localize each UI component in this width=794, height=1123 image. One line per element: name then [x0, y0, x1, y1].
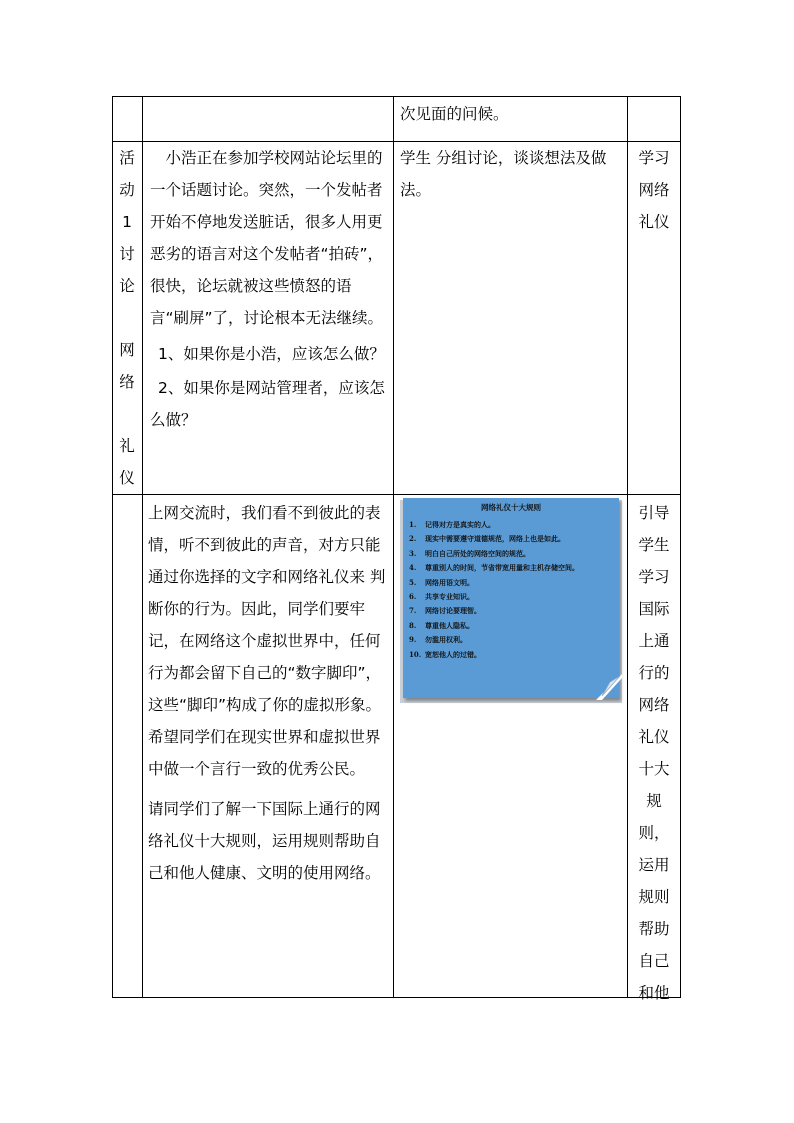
vertical-text-char — [113, 398, 141, 430]
row2-col4-goal — [633, 142, 675, 238]
question-1: 1、如果你是小浩，应该怎么做？ — [158, 345, 385, 363]
rule-text: 记得对方是真实的人。 — [425, 520, 495, 529]
vertical-text-char: 论 — [119, 277, 135, 295]
table-column-divider — [393, 96, 394, 998]
rule-text: 网络用语文明。 — [425, 577, 474, 587]
vertical-text-char: 规 — [646, 792, 662, 810]
vertical-text-char: 礼仪 — [638, 213, 670, 231]
rule-number: 6. — [409, 592, 417, 602]
rule-item — [409, 532, 615, 546]
row2-col2-scenario — [150, 142, 390, 436]
rules-card — [403, 498, 619, 698]
rule-text: 尊重他人隐私。 — [425, 620, 474, 630]
table-bottom-border — [112, 997, 681, 998]
netiquette-paragraph: 上网交流时，我们看不到彼此的表情，听不到彼此的声音，对方只能通过你选择的文字和网络礼仪来 判断你的行为。因此，同学们要牢记，在网络这个虚拟世界中，任何行为都会留下自己的“数字脚印”，这些“脚印”构成了你的虚拟形象。希望同学们在现实世界和虚拟世界中做一个言行一致的优秀公民。 — [148, 504, 386, 778]
rule-text: 明白自己所处的网络空间的规范。 — [425, 548, 530, 558]
table-top-border — [112, 96, 681, 97]
vertical-text-char: 则， — [638, 824, 670, 842]
rule-item — [409, 547, 615, 561]
vertical-text-char: 运用 — [638, 856, 670, 874]
vertical-text-char: 仪 — [119, 469, 135, 487]
rule-number: 3. — [409, 548, 417, 558]
question-2: 2、如果你是网站管理者，应该怎么做？ — [150, 379, 385, 429]
rule-text: 尊重别人的时间，节省带宽用量和主机存储空间。 — [425, 563, 579, 573]
vertical-text-char: 学生 — [638, 536, 670, 554]
rule-number: 5. — [409, 577, 417, 587]
rule-item — [409, 590, 615, 604]
row2-col3-student-activity: 学生 分组讨论，谈谈想法及做法。 — [400, 149, 607, 199]
vertical-text-char: 上通 — [638, 632, 670, 650]
rule-item — [409, 561, 615, 575]
table-right-border — [680, 96, 681, 998]
rule-number: 10. — [409, 649, 422, 659]
rule-text: 宽恕他人的过错。 — [425, 649, 481, 659]
row3-col2-teacher-text — [148, 497, 388, 889]
rule-number: 8. — [409, 620, 417, 630]
rule-text: 共享专业知识。 — [425, 592, 474, 602]
rule-text: 网络讨论要理智。 — [425, 606, 481, 616]
rule-item — [409, 648, 615, 662]
vertical-text-char: 网络 — [638, 181, 670, 199]
vertical-text-char: 络 — [119, 373, 135, 391]
vertical-text-char — [113, 302, 141, 334]
rule-number: 7. — [409, 606, 417, 616]
rule-number: 9. — [409, 635, 417, 645]
vertical-text-char: 行的 — [638, 664, 670, 682]
rule-number: 4. — [409, 563, 417, 573]
vertical-text-char: 网 — [119, 341, 135, 359]
vertical-text-char: 引导 — [638, 504, 670, 522]
rules-instruction-paragraph: 请同学们了解一下国际上通行的网络礼仪十大规则，运用规则帮助自己和他人健康、文明的使用网络。 — [148, 800, 381, 882]
vertical-text-char: 帮助 — [638, 920, 670, 938]
rules-card-title: 网络礼仪十大规则 — [481, 503, 541, 512]
scenario-paragraph: 小浩正在参加学校网站论坛里的一个话题讨论。突然，一个发帖者开始不停地发送脏话，很多人用更恶劣的语言对这个发帖者“拍砖”，很快，论坛就被这些愤怒的语言“刷屏”了，讨论根本无法继续。 — [150, 149, 384, 327]
vertical-text-char: 和他 — [638, 984, 670, 1002]
table-column-divider — [142, 96, 143, 998]
vertical-text-char: 学习 — [638, 568, 670, 586]
vertical-text-char: 网络 — [638, 696, 670, 714]
rule-number: 2. — [409, 534, 417, 544]
vertical-text-char: 礼仪 — [638, 728, 670, 746]
rules-list — [409, 518, 615, 662]
rule-item — [409, 619, 615, 633]
rule-number: 1. — [409, 520, 417, 529]
rule-item — [409, 633, 615, 647]
vertical-text-char: 礼 — [119, 437, 135, 455]
rule-text: 勿滥用权利。 — [425, 635, 467, 645]
rule-item — [409, 604, 615, 618]
vertical-text-char: 规则 — [638, 888, 670, 906]
vertical-text-char: 动 — [119, 181, 135, 199]
vertical-text-char: 国际 — [638, 600, 670, 618]
rule-item — [409, 576, 615, 590]
rule-text: 现实中需要遵守道德规范，网络上也是如此。 — [425, 534, 565, 544]
vertical-text-char: 1 — [122, 213, 132, 231]
row3-col4-goal — [633, 497, 675, 1009]
page-curl-icon — [596, 674, 622, 700]
vertical-text-char: 活 — [119, 149, 135, 167]
vertical-text-char: 讨 — [119, 245, 135, 263]
rule-item — [409, 518, 615, 532]
vertical-text-char: 自己 — [638, 952, 670, 970]
row1-col3-text: 次见面的问候。 — [400, 105, 509, 123]
table-column-divider — [627, 96, 628, 998]
row2-col1-activity-label — [113, 142, 141, 494]
vertical-text-char: 十大 — [638, 760, 670, 778]
table-row-divider — [112, 494, 681, 495]
vertical-text-char: 学习 — [638, 149, 670, 167]
